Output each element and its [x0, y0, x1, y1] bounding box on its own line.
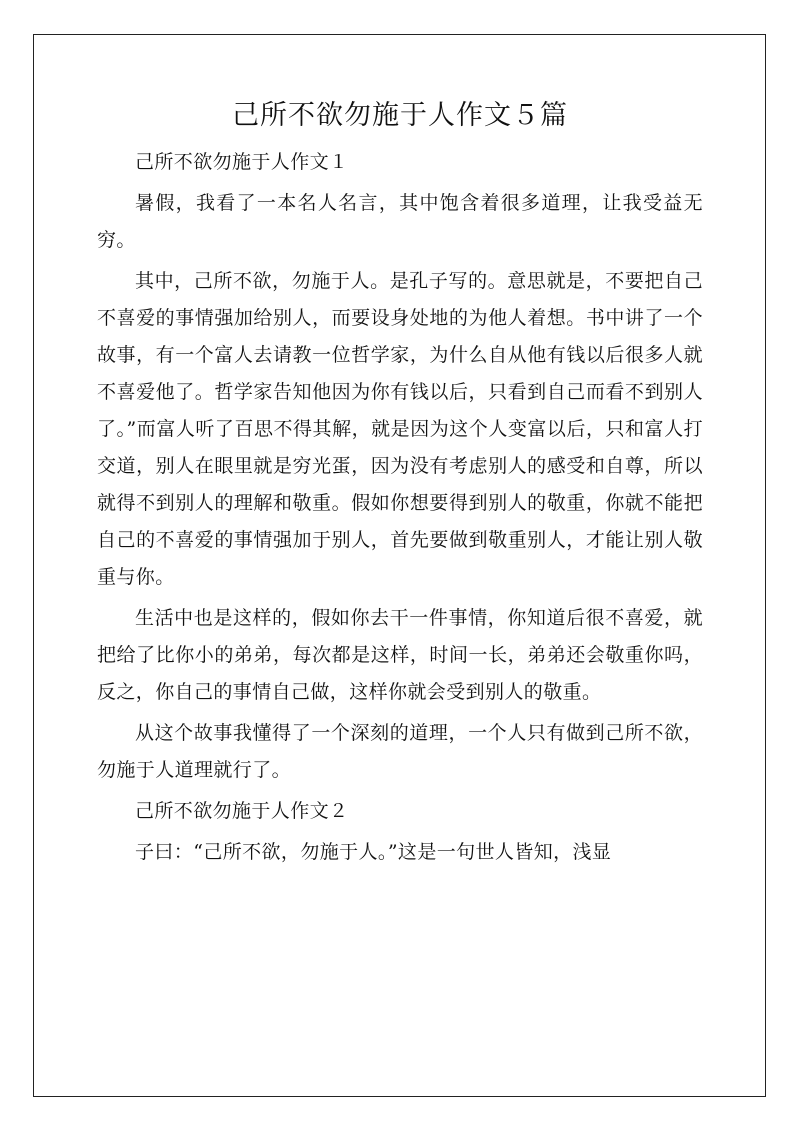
paragraph: 暑假，我看了一本名人名言，其中饱含着很多道理，让我受益无穷。 — [97, 192, 703, 251]
section-heading-2: 己所不欲勿施于人作文２ — [135, 800, 349, 822]
paragraph: 从这个故事我懂得了一个深刻的道理，一个人只有做到己所不欲，勿施于人道理就行了。 — [97, 722, 703, 781]
document-body — [97, 94, 703, 875]
paragraph: 生活中也是这样的，假如你去干一件事情，你知道后很不喜爱，就把给了比你小的弟弟，每次都是这样，时间一长，弟弟还会敬重你吗，反之，你自己的事情自己做，这样你就会受到别人的敬重。 — [97, 607, 703, 703]
section-heading-1: 己所不欲勿施于人作文１ — [135, 151, 349, 173]
paragraph: 子曰：“己所不欲，勿施于人。”这是一句世人皆知，浅显 — [135, 841, 612, 863]
paragraph: 其中，己所不欲，勿施于人。是孔子写的。意思就是，不要把自己不喜爱的事情强加给别人，而要设身处地的为他人着想。书中讲了一个故事，有一个富人去请教一位哲学家，为什么自从他有钱以后很多人就不喜爱他了。哲学家告知他因为你有钱以后，只看到自己而看不到别人了。”而富人听了百思不得其解，就是因为这个人变富以后，只和富人打交道，别人在眼里就是穷光蛋，因为没有考虑别人的感受和自尊，所以就得不到别人的理解和敬重。假如你想要得到别人的敬重，你就不能把自己的不喜爱的事情强加于别人，首先要做到敬重别人，才能让别人敬重与你。 — [97, 270, 703, 588]
document-title: 己所不欲勿施于人作文５篇 — [232, 100, 568, 131]
